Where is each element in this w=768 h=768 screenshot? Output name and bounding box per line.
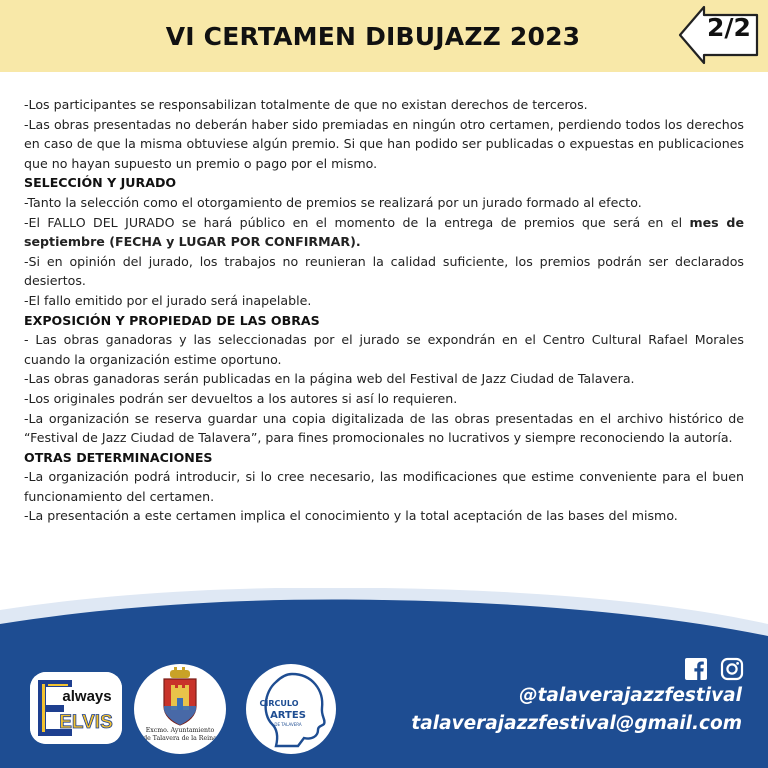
ayuntamiento-caption-line1: Excmo. Ayuntamiento <box>145 727 215 734</box>
ayuntamiento-talavera-logo <box>134 664 226 754</box>
paragraph: -El fallo emitido por el jurado será inapelable. <box>24 292 312 308</box>
paragraph: -Los participantes se responsabilizan totalmente de que no existan derechos de terceros. <box>24 97 588 112</box>
social-handle[interactable]: @talaverajazzfestival <box>519 685 742 706</box>
contact-email[interactable]: talaverajazzfestival@gmail.com <box>411 713 742 734</box>
paragraph: -Las obras presentadas no deberán haber sido premiadas en ningún otro certamen, perdiendo todos los derechos en caso de que la misma obtuviese algún premio. Si que han podido ser publicadas o expuestas en publicaciones que no hayan supuesto un premio o pago por el mismo. <box>24 116 744 171</box>
paragraph: -Los originales podrán ser devueltos a los autores si así lo requieren. <box>24 390 458 406</box>
paragraph: -La organización podrá introducir, si lo cree necesario, las modificaciones que estime conveniente para el buen funcionamiento del certamen. <box>24 469 744 504</box>
paragraph: -Tanto la selección como el otorgamiento de premios se realizará por un jurado formado al efecto. <box>24 194 642 210</box>
paragraph-bold-text: mes de septiembre (FECHA y LUGAR POR CONFIRMAR). <box>24 214 744 250</box>
paragraph: -La presentación a este certamen implica el conocimiento y la total aceptación de las bases del mismo. <box>24 508 678 524</box>
paragraph-text: -El FALLO DEL JURADO se hará público en el momento de la entrega de premios que será en el <box>24 214 690 230</box>
logo-elvis-text-bottom: ELVIS <box>59 712 113 733</box>
facebook-icon[interactable] <box>684 657 708 681</box>
instagram-icon[interactable] <box>720 657 744 681</box>
header-bar <box>0 0 768 72</box>
circulo-artes-logo <box>246 664 336 754</box>
paragraph: - Las obras ganadoras y las seleccionadas por el jurado se expondrán en el Centro Cultural Rafael Morales cuando la organización estime oportuno. <box>24 332 744 367</box>
section-heading-exposicion: EXPOSICIÓN Y PROPIEDAD DE LAS OBRAS <box>24 312 320 328</box>
section-heading-otras: OTRAS DETERMINACIONES <box>24 449 213 465</box>
rules-text <box>24 95 744 526</box>
page-indicator: 2/2 <box>707 13 751 42</box>
paragraph: -Las obras ganadoras serán publicadas en la página web del Festival de Jazz Ciudad de Talavera. <box>24 371 635 387</box>
paragraph: -La organización se reserva guardar una copia digitalizada de las obras presentadas en el archivo histórico de “Festival de Jazz Ciudad de Talavera”, para fines promocionales no lucrativos y siempre reconociendo la autoría. <box>24 410 744 446</box>
paragraph: -Si en opinión del jurado, los trabajos no reunieran la calidad suficiente, los premios podrán ser declarados desiertos. <box>24 253 744 289</box>
page-title: VI CERTAMEN DIBUJAZZ 2023 <box>165 21 581 51</box>
ayuntamiento-caption <box>134 727 226 742</box>
ayuntamiento-caption-line2: de Talavera de la Reina <box>143 734 217 742</box>
logo-circulo-text-mid: ARTES <box>270 710 306 721</box>
logo-circulo-text-top: CÍRCULO <box>259 699 299 708</box>
social-icons <box>684 657 744 681</box>
always-elvis-logo <box>30 672 122 744</box>
paragraph <box>24 213 744 252</box>
logo-circulo-text-bottom: DE TALAVERA <box>274 722 302 727</box>
section-heading-seleccion: SELECCIÓN Y JURADO <box>24 175 177 191</box>
logo-elvis-text-top: always <box>62 688 112 705</box>
